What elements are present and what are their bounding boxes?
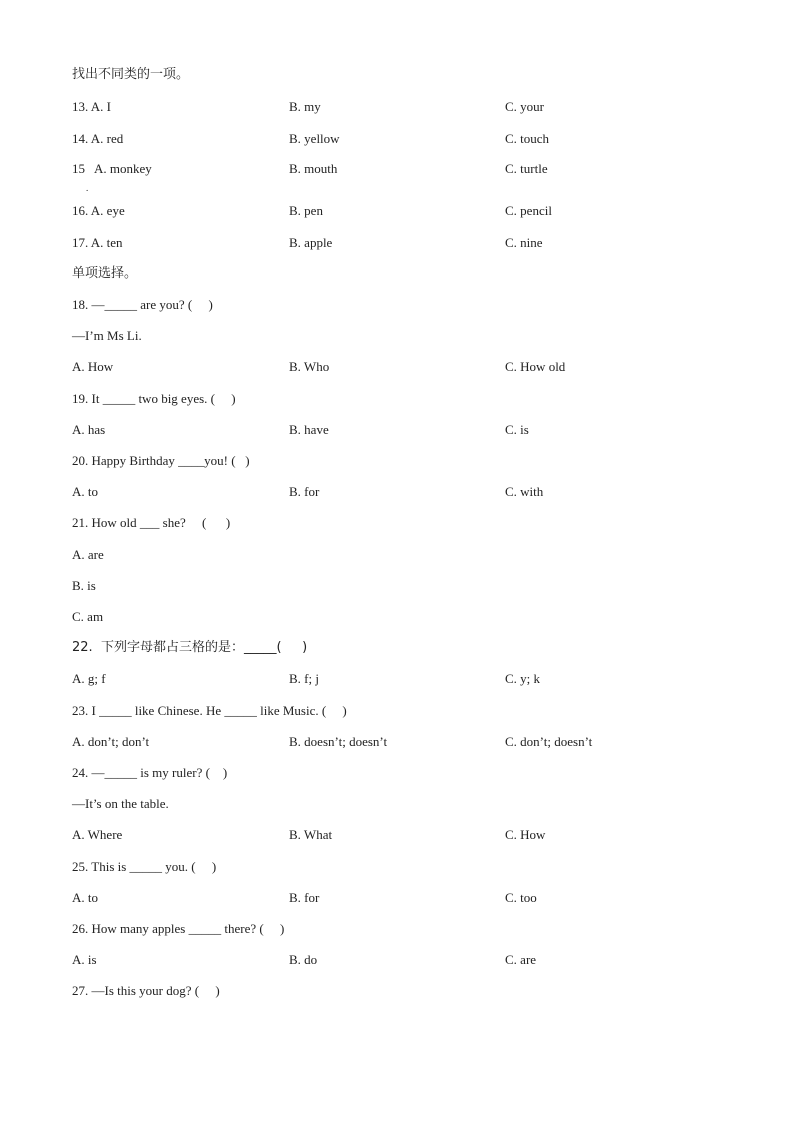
option-a: 14. A. red bbox=[72, 131, 124, 146]
option-b: B. have bbox=[289, 422, 329, 437]
question-23-options bbox=[0, 732, 794, 752]
question-24-options bbox=[0, 825, 794, 845]
option-c: C. How old bbox=[505, 359, 566, 374]
option-c: C. pencil bbox=[505, 203, 552, 218]
question-26-options bbox=[0, 950, 794, 970]
reply-text: —It’s on the table. bbox=[72, 796, 169, 811]
question-21-option-c bbox=[0, 607, 794, 627]
question-20-options bbox=[0, 482, 794, 502]
question-18-options bbox=[0, 357, 794, 377]
heading-text: 找出不同类的一项。 bbox=[72, 67, 190, 82]
option-c: C. nine bbox=[505, 235, 543, 250]
question-13 bbox=[0, 97, 794, 117]
option-c: C. with bbox=[505, 484, 544, 499]
question-18-reply bbox=[0, 326, 794, 346]
question-text: 26. How many apples _____ there? ( ) bbox=[72, 921, 285, 936]
question-25-options bbox=[0, 888, 794, 908]
option-b: B. f; j bbox=[289, 671, 319, 686]
question-21-option-b bbox=[0, 576, 794, 596]
option-c: C. y; k bbox=[505, 671, 541, 686]
question-14 bbox=[0, 129, 794, 149]
question-16 bbox=[0, 201, 794, 221]
question-25-stem bbox=[0, 857, 794, 877]
section-heading-single-choice bbox=[0, 264, 794, 284]
stray-dot-mark: . bbox=[86, 183, 89, 193]
option-b: B. pen bbox=[289, 203, 323, 218]
question-21-stem bbox=[0, 513, 794, 533]
question-21-option-a bbox=[0, 545, 794, 565]
option-a: 16. A. eye bbox=[72, 203, 125, 218]
option-b: B. apple bbox=[289, 235, 333, 250]
option-b: B. do bbox=[289, 952, 318, 967]
question-text: 18. —_____ are you? ( ) bbox=[72, 297, 213, 312]
question-text: 23. I _____ like Chinese. He _____ like Music. ( ) bbox=[72, 703, 347, 718]
option-c: C. too bbox=[505, 890, 537, 905]
option-a: A. are bbox=[72, 547, 104, 562]
question-17 bbox=[0, 233, 794, 253]
option-a: 17. A. ten bbox=[72, 235, 123, 250]
option-a: A. don’t; don’t bbox=[72, 734, 150, 749]
option-c: C. am bbox=[72, 609, 104, 624]
question-27-stem bbox=[0, 981, 794, 1001]
question-text: 24. —_____ is my ruler? ( ) bbox=[72, 765, 228, 780]
option-c: C. turtle bbox=[505, 161, 548, 176]
option-b: B. yellow bbox=[289, 131, 340, 146]
option-b: B. is bbox=[72, 578, 96, 593]
option-b: B. What bbox=[289, 827, 333, 842]
option-b: B. my bbox=[289, 99, 321, 114]
option-b: B. for bbox=[289, 890, 320, 905]
question-text: 22. 下列字母都占三格的是：_____( ) bbox=[72, 640, 308, 655]
question-22-options bbox=[0, 669, 794, 689]
question-22-stem bbox=[0, 638, 794, 658]
option-a: A. How bbox=[72, 359, 114, 374]
option-b: B. doesn’t; doesn’t bbox=[289, 734, 388, 749]
heading-text: 单项选择。 bbox=[72, 266, 138, 281]
question-23-stem bbox=[0, 701, 794, 721]
option-a: A. has bbox=[72, 422, 106, 437]
question-24-stem bbox=[0, 763, 794, 783]
option-c: C. touch bbox=[505, 131, 550, 146]
option-a: A. is bbox=[72, 952, 97, 967]
question-19-options bbox=[0, 420, 794, 440]
question-15 bbox=[0, 159, 794, 179]
question-text: 19. It _____ two big eyes. ( ) bbox=[72, 391, 236, 406]
question-19-stem bbox=[0, 389, 794, 409]
question-text: 27. —Is this your dog? ( ) bbox=[72, 983, 220, 998]
option-c: C. don’t; doesn’t bbox=[505, 734, 593, 749]
question-20-stem bbox=[0, 451, 794, 471]
reply-text: —I’m Ms Li. bbox=[72, 328, 142, 343]
question-18-stem bbox=[0, 295, 794, 315]
option-a: 15 A. monkey bbox=[72, 161, 152, 176]
option-c: C. your bbox=[505, 99, 544, 114]
option-b: B. mouth bbox=[289, 161, 338, 176]
option-b: B. Who bbox=[289, 359, 330, 374]
question-text: 25. This is _____ you. ( ) bbox=[72, 859, 217, 874]
option-a: A. g; f bbox=[72, 671, 106, 686]
question-text: 20. Happy Birthday ____you! ( ) bbox=[72, 453, 250, 468]
question-text: 21. How old ___ she? ( ) bbox=[72, 515, 231, 530]
option-c: C. is bbox=[505, 422, 529, 437]
option-a: A. Where bbox=[72, 827, 123, 842]
question-26-stem bbox=[0, 919, 794, 939]
question-24-reply bbox=[0, 794, 794, 814]
option-c: C. How bbox=[505, 827, 546, 842]
option-b: B. for bbox=[289, 484, 320, 499]
option-a: 13. A. I bbox=[72, 99, 111, 114]
option-c: C. are bbox=[505, 952, 537, 967]
option-a: A. to bbox=[72, 484, 98, 499]
option-a: A. to bbox=[72, 890, 98, 905]
section-heading-odd-one-out bbox=[0, 65, 794, 85]
